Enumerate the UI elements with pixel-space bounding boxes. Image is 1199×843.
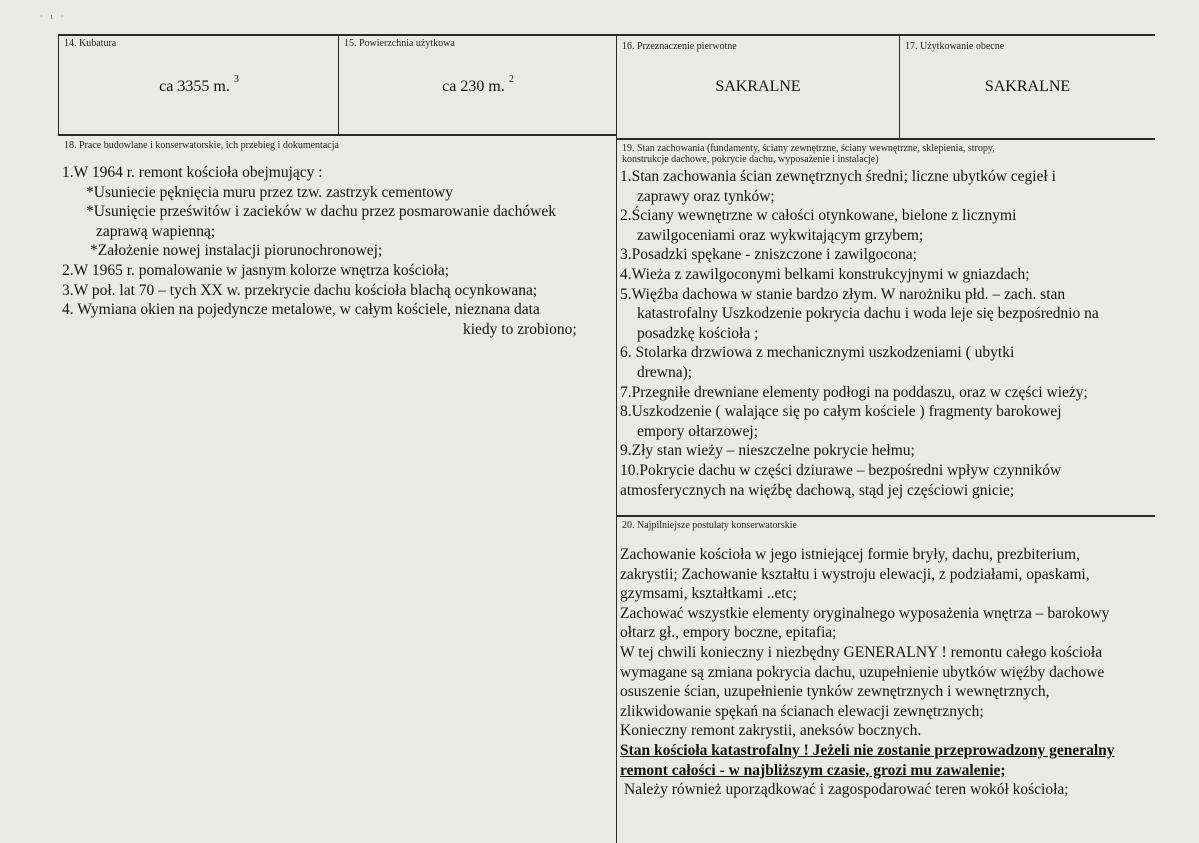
s18-line: 3.W poł. lat 70 – tych XX w. przekrycie dachu kościoła blachą ocynkowana; <box>62 281 538 299</box>
s19-line: zaprawy oraz tynków; <box>637 187 775 205</box>
field-14-caption: 14. Kubatura <box>64 38 117 49</box>
s20-line: wymagane są zmiana pokrycia dachu, uzupełnienie ubytków więźby dachowe <box>620 663 1105 681</box>
top-rule <box>58 34 1155 36</box>
s20-line: Zachować wszystkie elementy oryginalnego wyposażenia wnętrza – barokowy <box>620 604 1110 622</box>
section-20-text <box>620 545 1115 800</box>
field-15-value-sup: 2 <box>508 74 514 85</box>
s18-line: 4. Wymiana okien na pojedyncze metalowe, w całym kościele, nieznana data <box>62 301 540 319</box>
s19-line: empory ołtarzowej; <box>637 422 758 440</box>
field-15-value <box>340 74 616 96</box>
s19-line: 6. Stolarka drzwiowa z mechanicznymi uszkodzeniami ( ubytki <box>620 344 1015 362</box>
s18-line: *Założenie nowej instalacji piorunochronowej; <box>90 242 383 260</box>
s19-line: atmosferycznych na więźbę dachową, stąd jej częściowi gnicie; <box>620 481 1015 499</box>
s20-line: W tej chwili konieczny i niezbędny GENERALNY ! remontu całego kościoła <box>620 643 1103 661</box>
s20-line: zlikwidowanie spękań na ścianach elewacji zewnętrznych; <box>620 702 984 720</box>
s19-line: katastrofalny Uszkodzenie pokrycia dachu i woda leje się bezpośrednio na <box>637 305 1099 323</box>
field-16-value: SAKRALNE <box>715 78 801 95</box>
s20-line: zakrystii; Zachowanie kształtu i wystroju elewacji, z podziałami, opaskami, <box>620 565 1090 583</box>
field-17-caption: 17. Użytkowanie obecne <box>905 41 1005 52</box>
s18-line: *Usunięcie prześwitów i zacieków w dachu przez posmarowanie dachówek <box>86 203 556 221</box>
vrule-left <box>58 34 59 136</box>
s19-line: 3.Posadzki spękane - zniszczone i zawilgocona; <box>620 246 917 264</box>
s19-line: 10.Pokrycie dachu w części dziurawe – bezpośredni wpływ czynników <box>620 461 1062 479</box>
stray-marks: · ı · <box>40 12 67 21</box>
field-14-value <box>60 74 338 96</box>
section-18-caption: 18. Prace budowlane i konserwatorskie, ich przebieg i dokumentacja <box>64 140 339 151</box>
field-15-caption: 15. Powierzchnia użytkowa <box>344 38 455 49</box>
section-19-text <box>620 167 1099 500</box>
s18-line: zaprawą wapienną; <box>96 222 216 240</box>
s18-line: 1.W 1964 r. remont kościoła obejmujący : <box>62 164 323 181</box>
s18-line: kiedy to zrobiono; <box>463 320 577 338</box>
vrule-15-16 <box>616 34 617 843</box>
section-18-text <box>62 163 577 339</box>
vrule-14-15 <box>338 34 339 136</box>
section-19-caption-line1: 19. Stan zachowania (fundamenty, ściany zewnętrzne, ściany wewnętrzne, sklepienia, stropy, <box>622 143 995 154</box>
field-16-caption: 16. Przeznaczenie pierwotne <box>622 41 737 52</box>
s20-line: Zachowanie kościoła w jego istniejącej formie bryły, dachu, prezbiterium, <box>620 546 1080 563</box>
field-15-value-text: ca 230 m. <box>442 78 505 95</box>
s19-line: 5.Więźba dachowa w stanie bardzo złym. W narożniku płd. – zach. stan <box>620 285 1066 303</box>
sec20-rule <box>616 515 1155 517</box>
s19-line: 9.Zły stan wieży – nieszczelne pokrycie hełmu; <box>620 442 915 460</box>
s19-line: posadzkę kościoła ; <box>637 324 759 342</box>
s18-line: *Usuniecie pęknięcia muru przez tzw. zastrzyk cementowy <box>86 183 453 201</box>
field-14-value-text: ca 3355 m. <box>159 78 230 95</box>
s20-line: ołtarz gł., empory boczne, epitafia; <box>620 624 837 642</box>
section-19-caption <box>622 143 995 165</box>
s20-last-line: Należy również uporządkować i zagospodarować teren wokół kościoła; <box>624 781 1069 799</box>
field-17-value: SAKRALNE <box>984 78 1071 95</box>
s20-warning-line: Stan kościoła katastrofalny ! Jeżeli nie zostanie przeprowadzony generalny <box>620 741 1115 759</box>
section-20-caption: 20. Najpilniejsze postulaty konserwatorskie <box>622 520 797 531</box>
s19-line: 8.Uszkodzenie ( walające się po całym kościele ) fragmenty barokowej <box>620 403 1062 421</box>
s20-line: Konieczny remont zakrystii, aneksów bocznych. <box>620 722 922 740</box>
mid-rule-right <box>616 138 1155 140</box>
s20-line: osuszenie ścian, uzupełnienie tynków zewnętrznych i wewnętrznych, <box>620 683 1050 701</box>
s19-line: 1.Stan zachowania ścian zewnętrznych średni; liczne ubytków cegieł i <box>620 168 1056 185</box>
s18-line: 2.W 1965 r. pomalowanie w jasnym kolorze wnętrza kościoła; <box>62 261 450 279</box>
s20-line: gzymsami, kształtkami ..etc; <box>620 585 797 603</box>
field-14-value-sup: 3 <box>233 74 239 85</box>
section-19-caption-line2: konstrukcje dachowe, pokrycie dachu, wyposażenie i instalacje) <box>622 154 879 165</box>
s19-line: drewna); <box>637 363 693 381</box>
s19-line: 2.Ściany wewnętrzne w całości otynkowane, bielone z licznymi <box>620 207 1017 225</box>
s19-line: zawilgoceniami oraz wykwitającym grzybem; <box>637 226 924 244</box>
s19-line: 7.Przegniłe drewniane elementy podłogi na poddaszu, oraz w części wieży; <box>620 383 1088 401</box>
s19-line: 4.Wieża z zawilgoconymi belkami konstrukcyjnymi w gniazdach; <box>620 265 1030 283</box>
mid-rule-left <box>58 134 616 136</box>
s20-warning-line: remont całości - w najbliższym czasie, grozi mu zawalenie; <box>620 761 1006 779</box>
